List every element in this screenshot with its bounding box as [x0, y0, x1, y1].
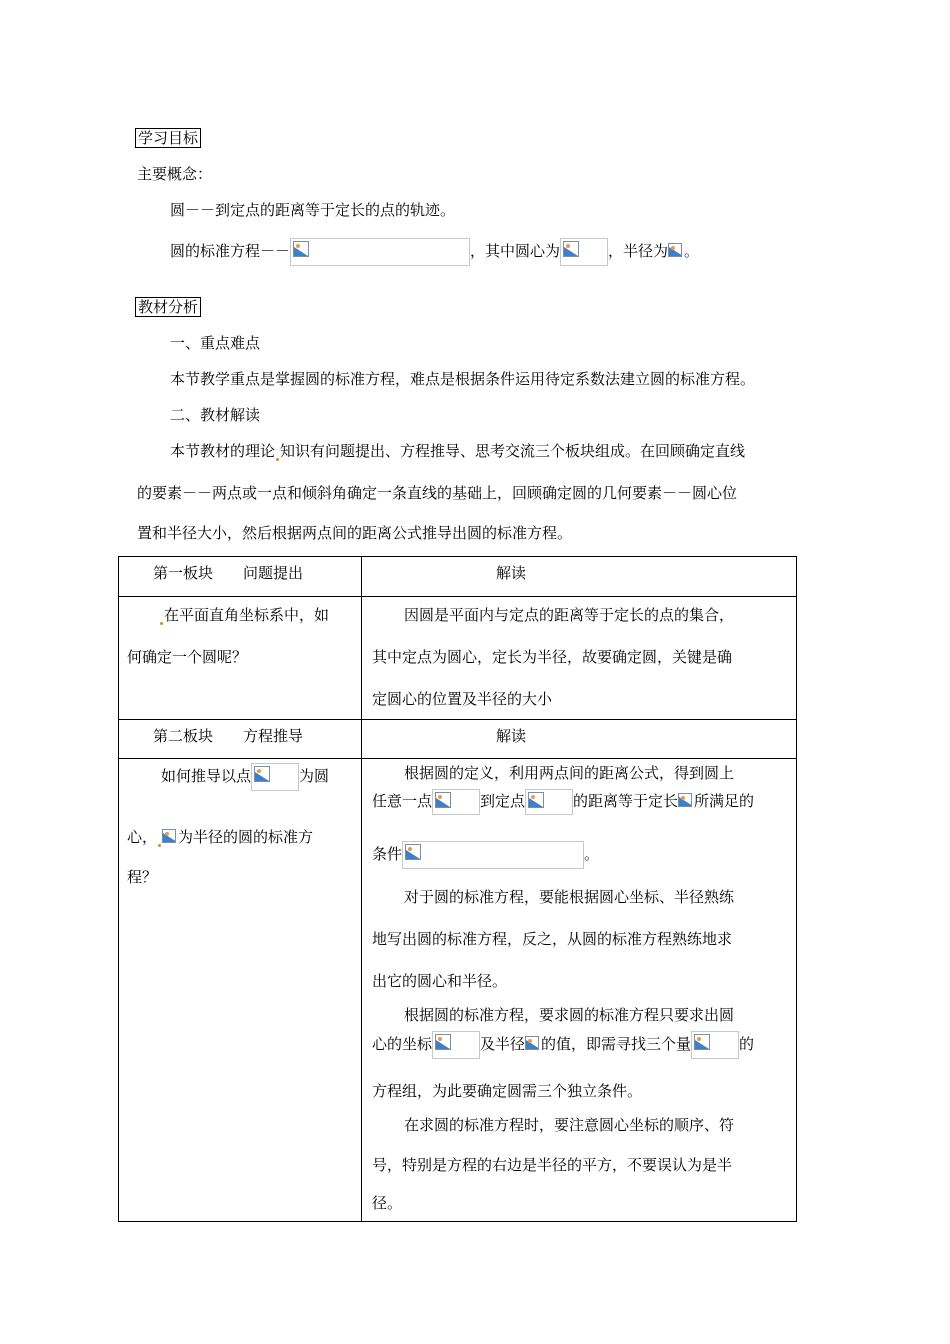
point-image-icon [251, 763, 299, 791]
table-cell [119, 597, 362, 720]
block2-question-line2 [127, 827, 313, 847]
answer-text: 及半径 [480, 1035, 526, 1053]
std-eq-prefix: 圆的标准方程－－ [170, 242, 291, 260]
block1-answer-line1: 因圆是平面内与定点的距离等于定长的点的集合， [404, 606, 735, 624]
section1-body: 本节教学重点是掌握圆的标准方程，难点是根据条件运用待定系数法建立圆的标准方程。 [170, 370, 756, 388]
std-eq-end: 。 [684, 242, 700, 260]
concepts-label: 主要概念： [137, 165, 213, 183]
paragraph-text: 知识有问题提出、方程推导、思考交流三个板块组成。在回顾确定直线 [280, 442, 746, 460]
analysis-heading: 教材分析 [135, 297, 201, 317]
marker-dot-icon [276, 458, 279, 461]
answer-p3-line1: 根据圆的标准方程，要求圆的标准方程只要求出圆 [404, 1006, 735, 1024]
block2-question-line1 [161, 763, 329, 791]
marker-dot-icon [160, 622, 163, 625]
question-text: 心， [127, 828, 158, 846]
point-image-icon [432, 789, 480, 815]
table-row [119, 720, 797, 759]
block1-answer-header: 解读 [496, 564, 527, 582]
answer-p4-line1: 在求圆的标准方程时，要注意圆心坐标的顺序、符 [404, 1116, 735, 1134]
table-row [119, 557, 797, 597]
table-cell [362, 597, 797, 720]
answer-p4-line2: 号，特别是方程的右边是半径的平方，不要误认为是半 [372, 1156, 733, 1174]
center-image-icon [560, 238, 608, 266]
section2-title: 二、教材解读 [170, 406, 261, 424]
answer-text: 到定点 [480, 792, 526, 810]
circle-definition: 圆－－到定点的距离等于定长的点的轨迹。 [170, 201, 456, 219]
analysis-paragraph-line3: 置和半径大小，然后根据两点间的距离公式推导出圆的标准方程。 [137, 524, 573, 542]
answer-text: 的值，即需寻找三个量 [541, 1035, 692, 1053]
center-image-icon [525, 789, 573, 815]
block2-header: 第二板块 方程推导 [153, 727, 304, 745]
standard-equation-line [170, 238, 699, 266]
radius-image-icon [525, 1036, 541, 1054]
answer-p1-line3 [372, 841, 599, 869]
std-eq-mid2: ，半径为 [608, 242, 669, 260]
paragraph-text: 本节教材的理论 [170, 442, 276, 460]
answer-text: 任意一点 [372, 792, 433, 810]
analysis-paragraph-line2: 的要素－－两点或一点和倾斜角确定一条直线的基础上，回顾确定圆的几何要素－－圆心位 [137, 484, 738, 502]
condition-image-icon [402, 841, 584, 869]
question-text: 为半径的圆的标准方 [178, 828, 314, 846]
block1-answer-line2: 其中定点为圆心，定长为半径，故要确定圆，关键是确 [372, 648, 733, 666]
table-cell [362, 759, 797, 1222]
table-row [119, 759, 797, 1222]
question-text: 在平面直角坐标系中，如 [164, 606, 330, 624]
block1-answer-line3: 定圆心的位置及半径的大小 [372, 690, 553, 708]
answer-text: 的 [739, 1035, 755, 1053]
answer-p3-line3: 方程组，为此要确定圆需三个独立条件。 [372, 1082, 643, 1100]
table-cell [362, 557, 797, 597]
block1-question-line2: 何确定一个圆呢？ [127, 648, 248, 666]
three-quantities-image-icon [691, 1031, 739, 1059]
block2-question-line3: 程？ [127, 868, 158, 886]
answer-p3-line2 [372, 1031, 754, 1059]
equation-image-icon [290, 238, 470, 266]
table-cell [119, 557, 362, 597]
block2-answer-header: 解读 [496, 727, 527, 745]
marker-dot-icon [158, 844, 161, 847]
center-coord-image-icon [432, 1031, 480, 1059]
radius-image-icon [162, 829, 178, 847]
table-cell [119, 720, 362, 759]
answer-text: 的距离等于定长 [573, 792, 679, 810]
question-text: 为圆 [299, 767, 330, 785]
block1-header: 第一板块 问题提出 [153, 564, 304, 582]
goals-heading: 学习目标 [135, 128, 201, 148]
block1-question-line1 [159, 605, 329, 625]
answer-text: 条件 [372, 845, 403, 863]
table-row [119, 597, 797, 720]
answer-p2-line2: 地写出圆的标准方程，反之，从圆的标准方程熟练地求 [372, 930, 733, 948]
answer-p4-line3: 径。 [372, 1194, 403, 1212]
analysis-paragraph-line1 [170, 441, 745, 461]
answer-p2-line3: 出它的圆心和半径。 [372, 972, 508, 990]
answer-text: 心的坐标 [372, 1035, 433, 1053]
table-cell [362, 720, 797, 759]
answer-p1-line2 [372, 789, 754, 815]
question-text: 如何推导以点 [161, 767, 252, 785]
table-cell [119, 759, 362, 1222]
radius-image-icon [668, 243, 684, 261]
answer-p1-line1: 根据圆的定义，利用两点间的距离公式，得到圆上 [404, 764, 735, 782]
answer-text: 所满足的 [694, 792, 755, 810]
section1-title: 一、重点难点 [170, 334, 261, 352]
answer-p2-line1: 对于圆的标准方程，要能根据圆心坐标、半径熟练 [404, 888, 735, 906]
answer-text: 。 [584, 845, 600, 863]
board-table [118, 556, 797, 1222]
std-eq-mid1: ，其中圆心为 [470, 242, 561, 260]
radius-image-icon [678, 793, 694, 811]
